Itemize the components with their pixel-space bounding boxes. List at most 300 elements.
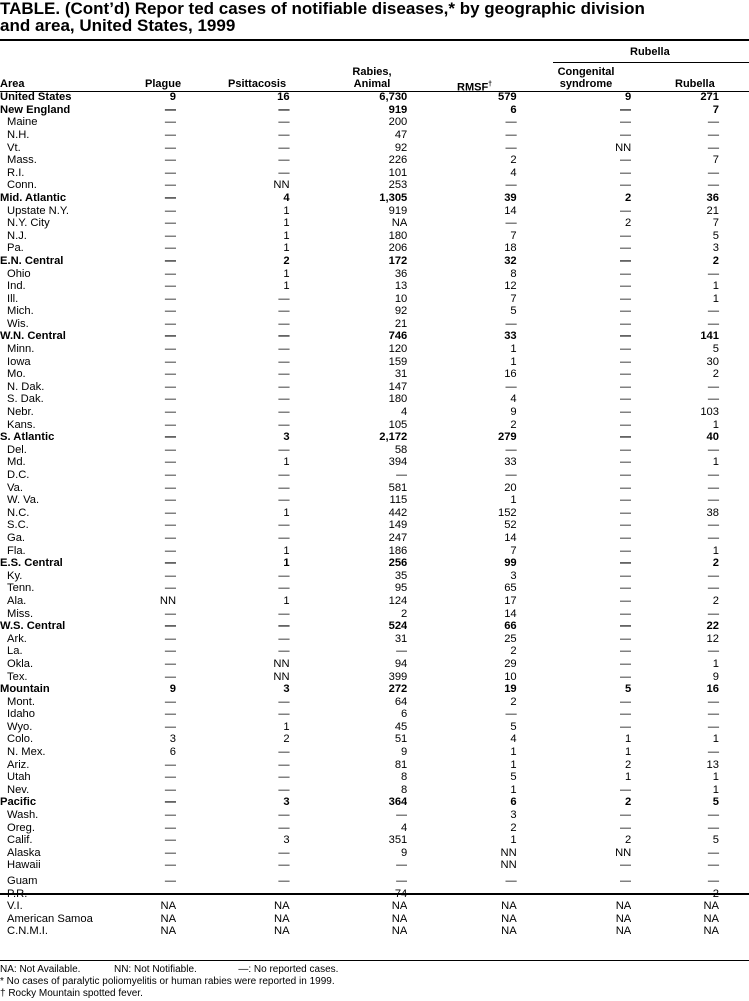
cell-congenital: — <box>620 582 632 595</box>
cell-rabies: 2,172 <box>379 431 408 444</box>
cell-rmsf: — <box>505 217 517 230</box>
cell-congenital: — <box>620 821 632 834</box>
table-row <box>0 721 749 734</box>
cell-area: Guam <box>7 875 38 887</box>
cell-rubella: — <box>707 166 719 179</box>
cell-rabies: 172 <box>388 254 408 267</box>
cell-rabies: — <box>396 469 408 481</box>
cell-area: Upstate N.Y. <box>7 204 69 217</box>
cell-area: Nev. <box>7 783 30 796</box>
cell-plague: — <box>164 393 177 406</box>
cell-psittacosis: — <box>278 783 290 796</box>
bottom-rule <box>0 960 749 961</box>
cell-psittacosis: — <box>278 141 290 154</box>
header-rabies-line-2: Animal <box>353 77 391 90</box>
cell-plague: — <box>164 695 177 708</box>
cell-congenital: — <box>620 154 632 167</box>
cell-area: Utah <box>7 771 31 784</box>
cell-rabies: 6,730 <box>379 91 408 104</box>
cell-rubella: — <box>707 179 719 192</box>
cell-area: Va. <box>7 481 23 494</box>
cell-rmsf: 579 <box>497 91 517 104</box>
cell-rabies: 253 <box>388 179 408 192</box>
cell-psittacosis: — <box>278 380 290 393</box>
table-row <box>0 456 749 469</box>
cell-psittacosis: NN <box>273 179 290 192</box>
cell-rubella: 1 <box>712 280 719 293</box>
cell-congenital: — <box>620 519 632 532</box>
cell-rabies: 124 <box>388 594 408 607</box>
cell-congenital: — <box>620 670 632 683</box>
header-congenital-line-2: syndrome <box>559 77 613 90</box>
cell-congenital: — <box>620 431 632 444</box>
cell-area: E.S. Central <box>0 557 63 570</box>
table-row <box>0 633 749 646</box>
cell-psittacosis: — <box>278 846 290 859</box>
cell-rmsf: — <box>505 380 517 393</box>
cell-congenital: — <box>620 179 632 192</box>
cell-plague: — <box>164 292 177 305</box>
cell-rmsf: 20 <box>504 481 517 494</box>
cell-area: W.N. Central <box>0 330 66 343</box>
cell-rabies: 226 <box>388 154 408 167</box>
cell-rubella: 1 <box>712 733 719 746</box>
cell-rabies: 95 <box>394 582 408 595</box>
cell-plague: — <box>164 116 177 129</box>
cell-rmsf: 8 <box>510 267 517 280</box>
header-rmsf-dagger: † <box>488 81 493 88</box>
cell-area: Ohio <box>7 267 31 280</box>
cell-area: Maine <box>7 116 38 129</box>
cell-plague: — <box>164 103 177 116</box>
cell-plague: — <box>164 469 177 481</box>
cell-psittacosis: NA <box>274 925 290 938</box>
cell-plague: — <box>164 875 177 887</box>
cell-congenital: — <box>620 443 632 456</box>
cell-area: E.N. Central <box>0 254 64 267</box>
cell-psittacosis: — <box>278 809 290 822</box>
cell-psittacosis: — <box>278 317 290 330</box>
cell-congenital: — <box>620 330 632 343</box>
cell-psittacosis: 1 <box>283 217 290 230</box>
cell-rabies: 247 <box>388 531 408 544</box>
cell-area: Alaska <box>7 846 41 859</box>
cell-rmsf: — <box>505 141 517 154</box>
table-row <box>0 746 749 759</box>
cell-rubella: 3 <box>712 242 719 255</box>
cell-area: Pa. <box>7 242 24 255</box>
cell-rabies: 186 <box>388 544 408 557</box>
cell-rmsf: 9 <box>510 406 517 419</box>
cell-rabies: 919 <box>388 204 408 217</box>
table-row <box>0 217 749 230</box>
cell-rubella: — <box>707 708 719 721</box>
cell-plague: NN <box>159 594 177 607</box>
cell-rubella: — <box>707 469 719 481</box>
table-row <box>0 872 749 888</box>
table-row <box>0 570 749 583</box>
cell-rmsf: 3 <box>510 809 517 822</box>
cell-rubella: 2 <box>712 557 719 570</box>
cell-area: Fla. <box>7 544 26 557</box>
cell-rubella: 271 <box>700 91 719 104</box>
cell-congenital: — <box>620 380 632 393</box>
cell-rabies: 31 <box>394 632 408 645</box>
cases-table-body <box>0 91 749 938</box>
cell-plague: 6 <box>169 746 177 759</box>
cell-plague: — <box>164 519 177 532</box>
cell-plague: — <box>164 720 177 733</box>
cell-rmsf: 6 <box>510 103 517 116</box>
cell-area: Ala. <box>7 594 27 607</box>
cell-rubella: 2 <box>712 368 719 381</box>
cell-rmsf: 7 <box>510 292 517 305</box>
cell-area: Mont. <box>7 695 35 708</box>
cell-rmsf: 4 <box>510 393 517 406</box>
cell-psittacosis: 1 <box>283 720 290 733</box>
cell-psittacosis: NN <box>273 670 290 683</box>
table-row <box>0 167 749 180</box>
table-row <box>0 242 749 255</box>
cell-rubella: — <box>707 393 719 406</box>
cell-psittacosis: 3 <box>283 431 290 444</box>
cell-plague: — <box>164 166 177 179</box>
cell-congenital: — <box>620 305 632 318</box>
table-row <box>0 696 749 709</box>
cell-area: W.S. Central <box>0 620 66 633</box>
cell-congenital: NA <box>615 925 632 938</box>
cell-psittacosis: NN <box>273 657 290 670</box>
cell-psittacosis: — <box>278 645 290 658</box>
cell-rmsf: 25 <box>504 632 517 645</box>
cell-rmsf: NN <box>500 859 517 872</box>
cell-area: Wyo. <box>7 720 33 733</box>
cell-psittacosis: — <box>278 771 290 784</box>
cell-rabies: 149 <box>388 519 408 532</box>
cell-area: Ark. <box>7 632 27 645</box>
cell-psittacosis: NA <box>274 900 290 913</box>
table-row <box>0 607 749 620</box>
cell-rmsf: 2 <box>510 695 517 708</box>
table-row <box>0 381 749 394</box>
cell-plague: — <box>164 280 177 293</box>
cell-plague: — <box>164 708 177 721</box>
cell-rmsf: — <box>505 179 517 192</box>
table-row <box>0 204 749 217</box>
cell-plague: — <box>164 809 177 822</box>
header-area: Area <box>0 78 25 90</box>
cell-congenital: — <box>620 506 632 519</box>
cell-rubella: — <box>707 569 719 582</box>
cell-plague: — <box>164 380 177 393</box>
cell-psittacosis: NA <box>274 912 290 925</box>
table-row <box>0 519 749 532</box>
cell-area: Nebr. <box>7 406 34 419</box>
cell-rubella: — <box>707 859 719 872</box>
table-row <box>0 809 749 822</box>
table-row <box>0 444 749 457</box>
table-title-line-2: and area, United States, 1999 <box>0 16 236 35</box>
cell-congenital: — <box>620 783 632 796</box>
cell-rabies: 9 <box>401 746 408 759</box>
cell-rabies: 159 <box>388 355 408 368</box>
table-row <box>0 847 749 860</box>
cell-area: N. Mex. <box>7 746 46 759</box>
cell-psittacosis: — <box>278 875 290 887</box>
footnote-star: * No cases of paralytic poliomyelitis or human rabies were reported in 1999. <box>0 976 335 987</box>
table-row <box>0 431 749 444</box>
cell-plague: 3 <box>169 733 177 746</box>
table-row <box>0 481 749 494</box>
cell-rabies: 74 <box>394 887 408 900</box>
table-row <box>0 267 749 280</box>
cell-rabies: 4 <box>401 406 408 419</box>
cell-psittacosis: 1 <box>283 594 290 607</box>
cell-rabies: 351 <box>388 834 408 847</box>
cell-plague: — <box>164 657 177 670</box>
table-row <box>0 91 749 104</box>
cell-rmsf: 99 <box>504 557 517 570</box>
cell-rubella: 2 <box>712 887 719 900</box>
cell-psittacosis: — <box>278 582 290 595</box>
table-row <box>0 620 749 633</box>
table-row <box>0 343 749 356</box>
table-row <box>0 557 749 570</box>
cell-congenital: — <box>620 280 632 293</box>
cell-congenital: — <box>620 607 632 620</box>
cell-rubella: — <box>707 821 719 834</box>
cell-rmsf: 33 <box>504 330 517 343</box>
cell-psittacosis: 2 <box>283 733 290 746</box>
cell-congenital: — <box>620 809 632 822</box>
cell-plague: — <box>164 355 177 368</box>
header-plague: Plague <box>145 78 182 90</box>
cell-congenital: — <box>620 887 632 900</box>
cell-plague: NA <box>160 900 177 913</box>
cell-plague: — <box>164 645 177 658</box>
cell-area: S. Atlantic <box>0 431 55 444</box>
cell-rmsf: 1 <box>510 355 517 368</box>
cell-rubella: — <box>707 141 719 154</box>
cell-plague: — <box>164 368 177 381</box>
table-row <box>0 406 749 419</box>
cell-congenital: 9 <box>625 91 632 104</box>
cell-rmsf: 279 <box>497 431 517 444</box>
cell-area: Oreg. <box>7 821 35 834</box>
cell-congenital: NA <box>615 900 632 913</box>
cell-rmsf: 19 <box>504 683 517 696</box>
table-row <box>0 368 749 381</box>
cell-rubella: 1 <box>712 657 719 670</box>
cell-area: N.Y. City <box>7 217 50 230</box>
cell-area: N.H. <box>7 128 30 141</box>
table-row <box>0 494 749 507</box>
table-row <box>0 670 749 683</box>
cell-congenital: — <box>620 103 632 116</box>
cell-rabies: 64 <box>394 695 408 708</box>
cell-plague: — <box>164 506 177 519</box>
cell-congenital: — <box>620 204 632 217</box>
cell-rabies: 92 <box>394 305 408 318</box>
table-row <box>0 469 749 482</box>
cell-rabies: 120 <box>388 343 408 356</box>
table-row <box>0 582 749 595</box>
cell-rmsf: 5 <box>510 720 517 733</box>
cell-rmsf: NN <box>500 846 517 859</box>
cell-plague: — <box>164 670 177 683</box>
cell-area: Hawaii <box>7 859 41 872</box>
legend-na: NA: Not Available. <box>0 964 81 975</box>
cell-rabies: 1,305 <box>379 191 408 204</box>
cell-rabies: 919 <box>388 103 408 116</box>
cell-psittacosis: — <box>278 368 290 381</box>
cell-congenital: — <box>620 254 632 267</box>
table-row <box>0 393 749 406</box>
cell-rabies: 6 <box>401 708 408 721</box>
cell-psittacosis: 1 <box>283 229 290 242</box>
cell-rabies: 45 <box>394 720 408 733</box>
cell-plague: NA <box>160 912 177 925</box>
cell-area: Conn. <box>7 179 37 192</box>
cell-psittacosis: — <box>278 569 290 582</box>
cell-area: Ariz. <box>7 758 30 771</box>
cell-psittacosis: — <box>278 443 290 456</box>
cell-area: Ga. <box>7 531 26 544</box>
cell-rmsf: 18 <box>504 242 517 255</box>
cell-psittacosis: — <box>278 406 290 419</box>
cell-rubella: 12 <box>706 632 719 645</box>
cell-rubella: 1 <box>712 418 719 431</box>
cell-plague: — <box>164 128 177 141</box>
cell-rabies: — <box>396 645 408 658</box>
header-rabies-animal <box>348 67 396 90</box>
cell-area: Colo. <box>7 733 34 746</box>
cell-area: N.J. <box>7 229 27 242</box>
cell-rmsf: — <box>505 116 517 129</box>
cell-congenital: — <box>620 343 632 356</box>
cell-congenital: — <box>620 469 632 481</box>
cell-plague: — <box>164 834 177 847</box>
cell-rmsf: 14 <box>504 607 517 620</box>
cell-rmsf: — <box>505 708 517 721</box>
cell-plague: — <box>164 418 177 431</box>
cell-rmsf: — <box>505 469 517 481</box>
cell-congenital: — <box>620 481 632 494</box>
cell-psittacosis: 2 <box>283 254 290 267</box>
cell-rabies: 442 <box>388 506 408 519</box>
cell-rabies: 524 <box>388 620 408 633</box>
cell-rabies: NA <box>391 217 408 230</box>
table-row <box>0 293 749 306</box>
cell-rabies: 394 <box>388 456 408 469</box>
cell-psittacosis: 1 <box>283 456 290 469</box>
cell-psittacosis: — <box>278 494 290 507</box>
cell-area: Tex. <box>7 670 28 683</box>
table-title-line-1: TABLE. (Cont’d) Repor ted cases of notifiable diseases,* by geographic division <box>0 0 645 18</box>
cell-congenital: — <box>620 531 632 544</box>
header-rmsf-label: RMSF <box>457 81 489 94</box>
legend-dash: —: No reported cases. <box>238 964 339 975</box>
cell-rubella: NA <box>703 912 719 925</box>
cell-rmsf: 1 <box>510 494 517 507</box>
header-congenital-line-1: Congenital <box>557 66 615 78</box>
cell-rubella: — <box>707 128 719 141</box>
cell-area: Mich. <box>7 305 34 318</box>
cell-rubella: — <box>707 267 719 280</box>
table-row <box>0 192 749 205</box>
cell-area: Md. <box>7 456 26 469</box>
cell-rubella: — <box>707 443 719 456</box>
table-row <box>0 154 749 167</box>
cell-psittacosis: — <box>278 758 290 771</box>
cell-psittacosis: — <box>278 519 290 532</box>
cell-rmsf: 16 <box>504 368 517 381</box>
cell-area: Wis. <box>7 317 29 330</box>
cell-psittacosis: — <box>278 481 290 494</box>
cell-rmsf: 3 <box>510 569 517 582</box>
cell-area: Tenn. <box>7 582 35 595</box>
table-row <box>0 595 749 608</box>
cell-congenital: — <box>620 657 632 670</box>
cell-rmsf: — <box>505 128 517 141</box>
cell-congenital: — <box>620 355 632 368</box>
cell-congenital: NA <box>615 912 632 925</box>
cell-congenital: — <box>620 557 632 570</box>
cell-rabies: 94 <box>394 657 408 670</box>
cell-psittacosis: 1 <box>283 242 290 255</box>
cell-rubella: 21 <box>706 204 719 217</box>
cell-psittacosis: — <box>278 393 290 406</box>
cell-area: Calif. <box>7 834 33 847</box>
cell-congenital: — <box>620 267 632 280</box>
cell-rabies: 180 <box>388 393 408 406</box>
cell-rmsf: 2 <box>510 418 517 431</box>
cell-psittacosis: — <box>278 695 290 708</box>
cell-plague: — <box>164 431 177 444</box>
cell-plague: — <box>164 582 177 595</box>
cell-congenital: 1 <box>625 733 632 746</box>
table-row <box>0 771 749 784</box>
cell-congenital: NN <box>615 141 632 154</box>
cell-rmsf: 52 <box>504 519 517 532</box>
table-row <box>0 255 749 268</box>
cell-psittacosis: 3 <box>283 683 290 696</box>
cell-rabies: 58 <box>394 443 408 456</box>
cell-rabies: 581 <box>388 481 408 494</box>
cell-rubella: 1 <box>712 456 719 469</box>
table-row <box>0 913 749 926</box>
cell-congenital: — <box>620 695 632 708</box>
cell-plague: — <box>164 179 177 192</box>
cell-rubella: 5 <box>712 796 719 809</box>
cell-area: Idaho <box>7 708 35 721</box>
cell-plague: — <box>164 783 177 796</box>
cell-plague: — <box>164 607 177 620</box>
cell-rabies: 4 <box>401 821 408 834</box>
cell-congenital: — <box>620 128 632 141</box>
cell-congenital: — <box>620 859 632 872</box>
cell-rubella: 9 <box>712 670 719 683</box>
cell-plague: — <box>164 305 177 318</box>
cell-rabies: NA <box>391 900 408 913</box>
cell-plague: — <box>164 456 177 469</box>
cell-congenital: 1 <box>625 771 632 784</box>
cell-rubella: 7 <box>712 103 719 116</box>
cell-rubella: 22 <box>706 620 719 633</box>
cell-plague: — <box>164 557 177 570</box>
cell-rubella: — <box>707 494 719 507</box>
cell-rubella: — <box>707 746 719 759</box>
